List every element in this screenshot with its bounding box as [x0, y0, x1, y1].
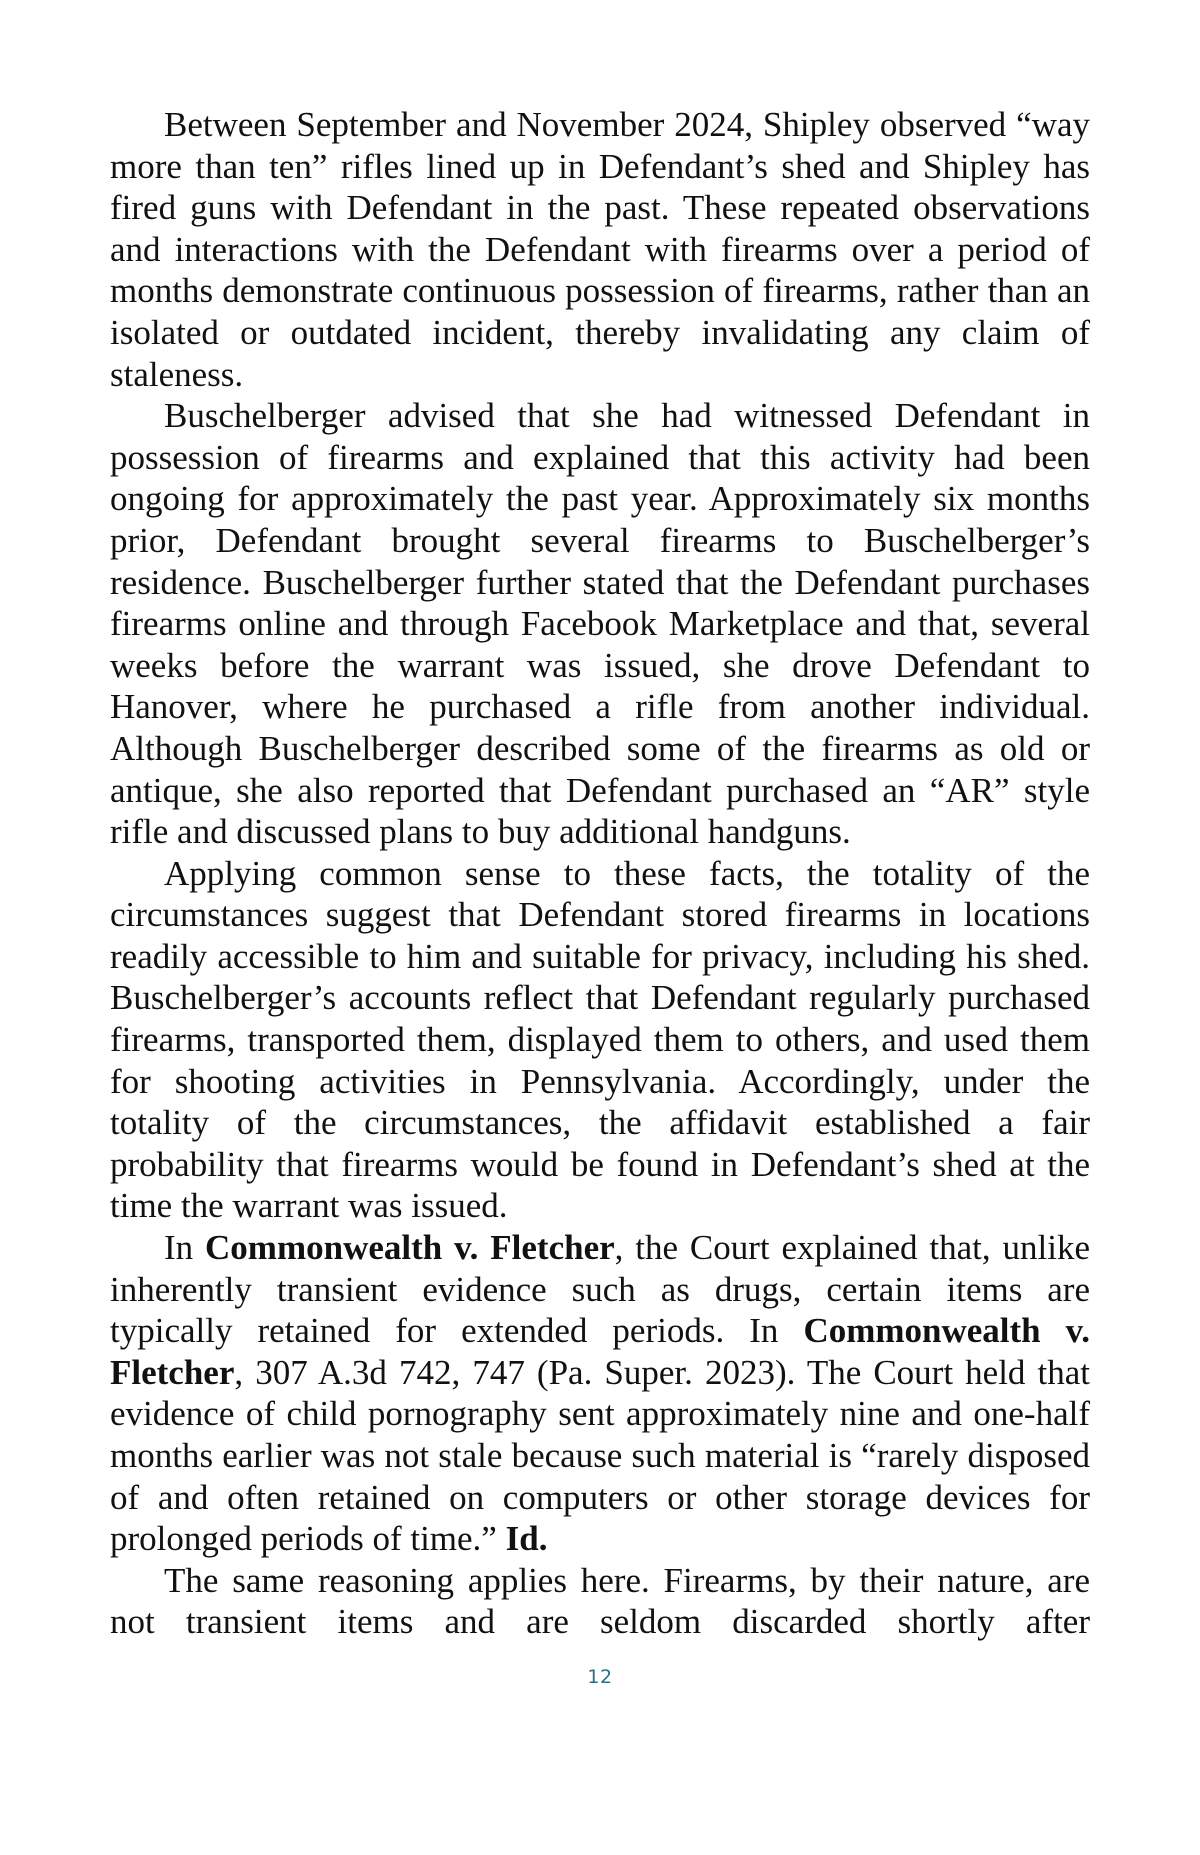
paragraph-buschelberger-account: Buschelberger advised that she had witnessed Defendant in possession of firearms and explained that this activity had been ongoing for approximately the past year. Approximately six months prior, Defendant brought several firearms to Buschelberger’s residence. Buschelberger further stated that the Defendant purchases firearms online and through Facebook Marketplace and that, several weeks before the warrant was issued, she drove Defendant to Hanover, where he purchased a rifle from another individual. Although Buschelberger described some of the firearms as old or antique, she also reported that Defendant purchased an “AR” style rifle and discussed plans to buy additional handguns. [110, 396, 1090, 852]
id-citation-bold: Id. [505, 1519, 548, 1559]
paragraph-fletcher-citation [110, 1227, 1090, 1560]
paragraph-shipley-observations: Between September and November 2024, Shipley observed “way more than ten” rifles lined up in Defendant’s shed and Shipley has fired guns with Defendant in the past. These repeated observations and interactions with the Defendant with firearms over a period of months demonstrate continuous possession of firearms, rather than an isolated or outdated incident, thereby invalidating any claim of staleness. [110, 105, 1090, 394]
paragraph-totality-of-circumstances: Applying common sense to these facts, the totality of the circumstances suggest that Defendant stored firearms in locations readily accessible to him and suitable for privacy, including his shed. Buschelberger’s accounts reflect that Defendant regularly purchased firearms, transported them, displayed them to others, and used them for shooting activities in Pennsylvania. Accordingly, under the totality of the circumstances, the affidavit established a fair probability that firearms would be found in Defendant’s shed at the time the warrant was issued. [110, 853, 1090, 1226]
case-name-bold: Commonwealth v. Fletcher [205, 1228, 615, 1268]
fletcher-text-3: , 307 A.3d 742, 747 (Pa. Super. 2023). The Court held that evidence of child pornography sent approximately nine and one-half months earlier was not stale because such material is “rarely disposed of and often retained on computers or other storage devices for prolonged periods of time.” [110, 1352, 1090, 1559]
case-name-bold: Commonwealth v. Fletcher [110, 1311, 1090, 1392]
page-number: 12 [587, 1666, 613, 1688]
fletcher-text-1: In [164, 1228, 206, 1268]
paragraph-same-reasoning: The same reasoning applies here. Firearms, by their nature, are not transient items and are seldom discarded shortly after [110, 1560, 1090, 1642]
body-text [110, 104, 1090, 1643]
fletcher-text-2: , the Court explained that, unlike inherently transient evidence such as drugs, certain items are typically retained for extended periods. In [110, 1228, 1090, 1351]
